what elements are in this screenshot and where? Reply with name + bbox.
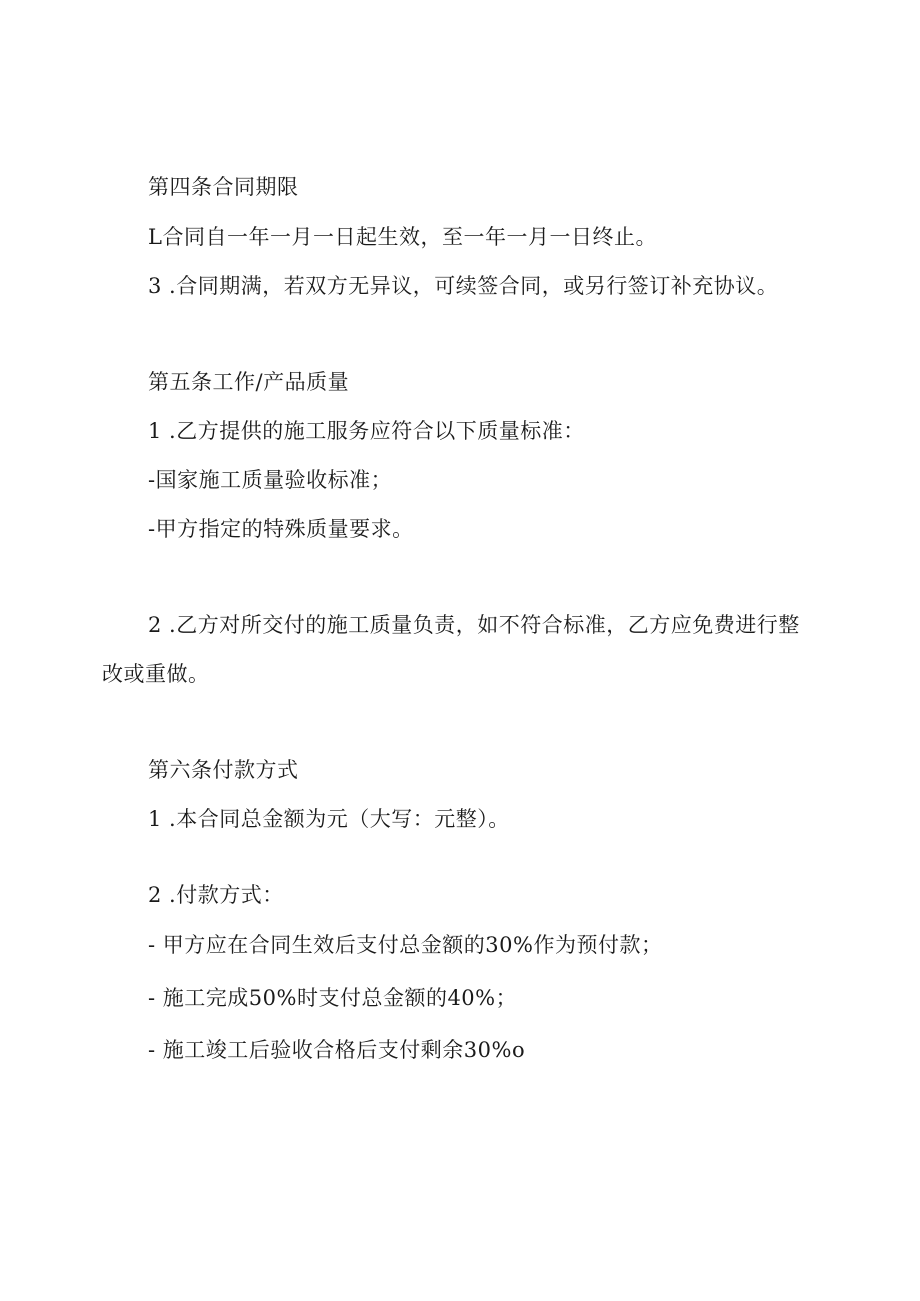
section-5-clause-2-continued: 改或重做。 xyxy=(102,662,210,686)
section-5-bullet-2: -甲方指定的特殊质量要求。 xyxy=(148,517,414,541)
section-4-clause-1: L合同自一年一月一日起生效，至一年一月一日终止。 xyxy=(148,225,657,249)
section-6-clause-2: 2 .付款方式： xyxy=(148,883,284,907)
section-6-clause-1: 1 .本合同总金额为元（大写：元整）。 xyxy=(148,807,510,831)
section-6-heading: 第六条付款方式 xyxy=(148,758,299,782)
section-4-clause-3: 3 .合同期满，若双方无异议，可续签合同，或另行签订补充协议。 xyxy=(148,274,779,298)
section-5-bullet-1: -国家施工质量验收标准； xyxy=(148,468,393,492)
section-6-bullet-1: - 甲方应在合同生效后支付总金额的30%作为预付款； xyxy=(148,933,663,957)
section-6-bullet-2: - 施工完成50%时支付总金额的40%； xyxy=(148,986,518,1010)
section-4-heading: 第四条合同期限 xyxy=(148,175,299,199)
section-5-clause-2: 2 .乙方对所交付的施工质量负责，如不符合标准，乙方应免费进行整 xyxy=(148,613,800,637)
section-5-heading: 第五条工作/产品质量 xyxy=(148,370,350,394)
section-5-clause-1: 1 .乙方提供的施工服务应符合以下质量标准： xyxy=(148,419,585,443)
section-6-bullet-3: - 施工竣工后验收合格后支付剩余30%o xyxy=(148,1038,526,1062)
